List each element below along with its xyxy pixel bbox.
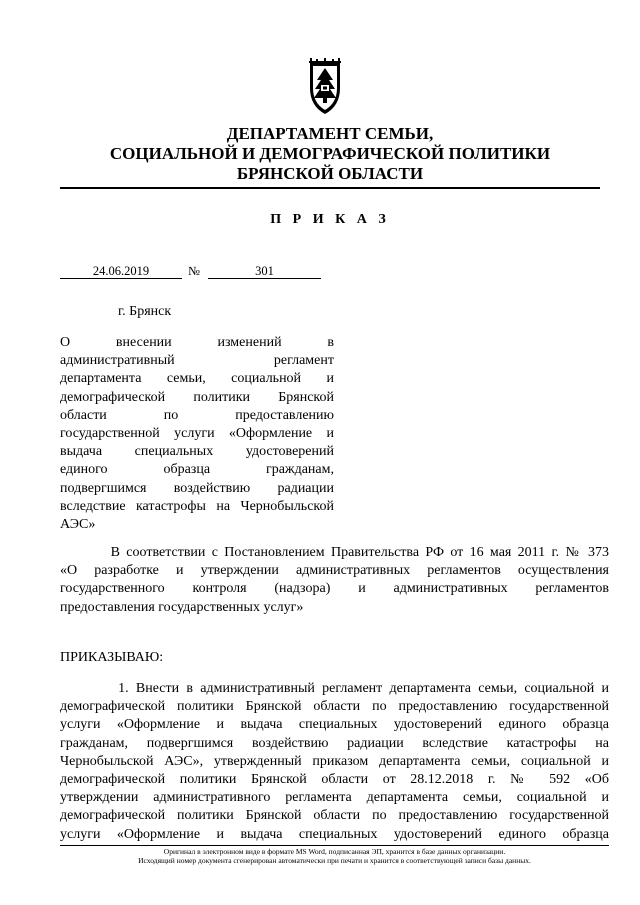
subject-line: выдача специальных удостоверений [60,444,334,460]
item-line: демографической политики Брянской области по предоставлению государственной [60,699,609,715]
document-date: 24.06.2019 [60,265,182,279]
basis-line: предоставления государственных услуг» [60,599,304,615]
header-divider [60,187,600,189]
subject-line: демографической политики Брянской [60,389,334,405]
item-line: гражданам, подвергшимся воздействию радиации вследствие катастрофы на [60,735,609,751]
item-line: 1. Внести в административный регламент департамента семьи, социальной и [60,681,609,696]
document-number: 301 [208,265,321,279]
item-line: демографической политики Брянской области от 28.12.2018 г. № 592 «Об [60,772,609,788]
footer-divider [60,845,609,846]
document-type-title: П Р И К А З [270,212,390,227]
item-line: Чернобыльской АЭС», утвержденный приказом департамента семьи, социальной и [60,753,609,769]
subject-line: подвергшимся воздействию радиации [60,480,334,496]
number-sign: № [188,264,200,278]
order-heading: ПРИКАЗЫВАЮ: [60,650,164,665]
subject-line: АЭС» [60,516,96,532]
item-line: услуги «Оформление и выдача специальных удостоверений единого образца [60,826,609,842]
item-line: услуги «Оформление и выдача специальных удостоверений единого образца [60,717,609,733]
org-name-line-1: ДЕПАРТАМЕНТ СЕМЬИ, [226,124,434,143]
org-name-line-3: БРЯНСКОЙ ОБЛАСТИ [236,164,424,183]
basis-line: «О разработке и утверждении административных регламентов осуществления [60,563,609,579]
order-item-1 [60,680,609,844]
basis-line: В соответствии с Постановлением Правительства РФ от 16 мая 2011 г. № 373 [60,545,609,560]
document-city: г. Брянск [118,304,172,319]
subject-line: области по предоставлению [60,407,334,423]
footer-note-1: Оригинал в электронном виде в формате MS Word, подписанная ЭП, хранится в базе данных организации. [163,847,506,856]
subject-line: государственной услуги «Оформление и [60,425,334,441]
subject-line: единого образца гражданам, [60,462,334,478]
coat-of-arms-icon [305,58,345,120]
item-line: утверждении административного регламента департамента семьи, социальной и [60,790,609,806]
document-subject [60,334,334,534]
subject-line: административный регламент [60,353,334,369]
subject-line: департамента семьи, социальной и [60,371,334,387]
org-name-line-2: СОЦИАЛЬНОЙ И ДЕМОГРАФИЧЕСКОЙ ПОЛИТИКИ [109,144,551,163]
subject-line: О внесении изменений в [60,335,334,350]
item-line: демографической политики Брянской области по предоставлению государственной [60,808,609,824]
subject-line: вследствие катастрофы на Чернобыльской [60,498,334,514]
footer-note-2: Исходящий номер документа сгенерирован автоматически при печати и хранится в соответствующей записи базы данных. [138,856,531,865]
basis-line: государственного контроля (надзора) и административных регламентов [60,581,609,597]
legal-basis-paragraph [60,544,609,617]
